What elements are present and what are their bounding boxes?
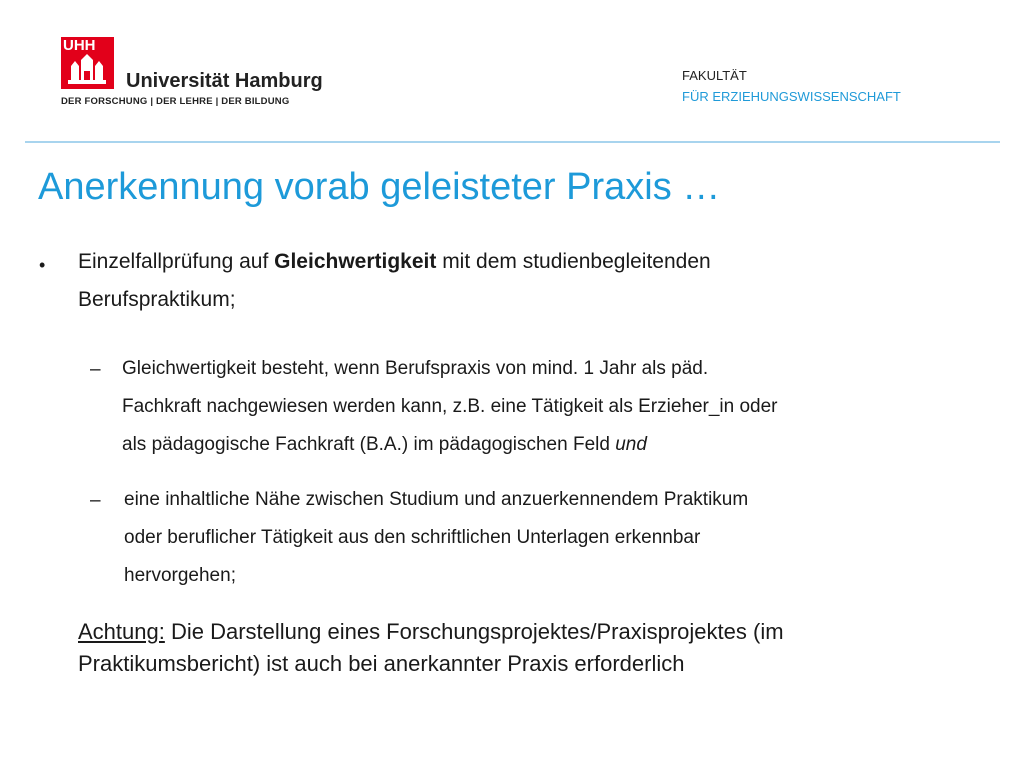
sub-bullet-italic-term: und [615,434,647,455]
sub-bullet-item-berufspraxis [122,350,992,464]
sub-bullet-line: Gleichwertigkeit besteht, wenn Berufspraxis von mind. 1 Jahr als päd. [122,358,709,379]
bullet-marker: • [39,255,46,275]
bullet-line: Berufspraktikum; [78,288,236,311]
hamburg-castle-icon [67,54,107,86]
faculty-name: FÜR ERZIEHUNGSWISSENSCHAFT [682,89,901,104]
note-text: Die Darstellung eines Forschungsprojektes/Praxisprojektes (im [164,619,784,644]
note-line: Praktikumsbericht) ist auch bei anerkannter Praxis erforderlich [78,651,685,676]
sub-bullet-line: hervorgehen; [124,565,236,586]
bullet-bold-term: Gleichwertigkeit [274,250,437,273]
logo-mark-text: UHH [63,37,96,54]
note-line [78,616,998,648]
university-logo [61,37,114,89]
attention-note [78,616,998,680]
sub-bullet-line: oder beruflicher Tätigkeit aus den schriftlichen Unterlagen erkennbar [124,527,701,548]
sub-bullet-item-naehe [124,481,984,595]
bullet-text: Einzelfallprüfung auf [78,250,275,273]
sub-bullet-marker: – [90,359,101,380]
bullet-text: mit dem studienbegleitenden [436,250,711,273]
header-divider [25,141,1000,143]
sub-bullet-line: Fachkraft nachgewiesen werden kann, z.B. eine Tätigkeit als Erzieher_in oder [122,396,778,417]
sub-bullet-text: als pädagogische Fachkraft (B.A.) im pädagogischen Feld [122,434,616,455]
faculty-label: FAKULTÄT [682,68,747,83]
sub-bullet-line [122,426,992,464]
bullet-item-gleichwertigkeit [78,243,978,319]
slide-title: Anerkennung vorab geleisteter Praxis … [38,166,721,208]
university-name: Universität Hamburg [126,70,323,92]
sub-bullet-marker: – [90,490,101,511]
university-tagline: DER FORSCHUNG | DER LEHRE | DER BILDUNG [61,96,290,107]
note-label: Achtung: [78,619,165,644]
sub-bullet-line: eine inhaltliche Nähe zwischen Studium und anzuerkennendem Praktikum [124,489,749,510]
bullet-line [78,243,978,281]
